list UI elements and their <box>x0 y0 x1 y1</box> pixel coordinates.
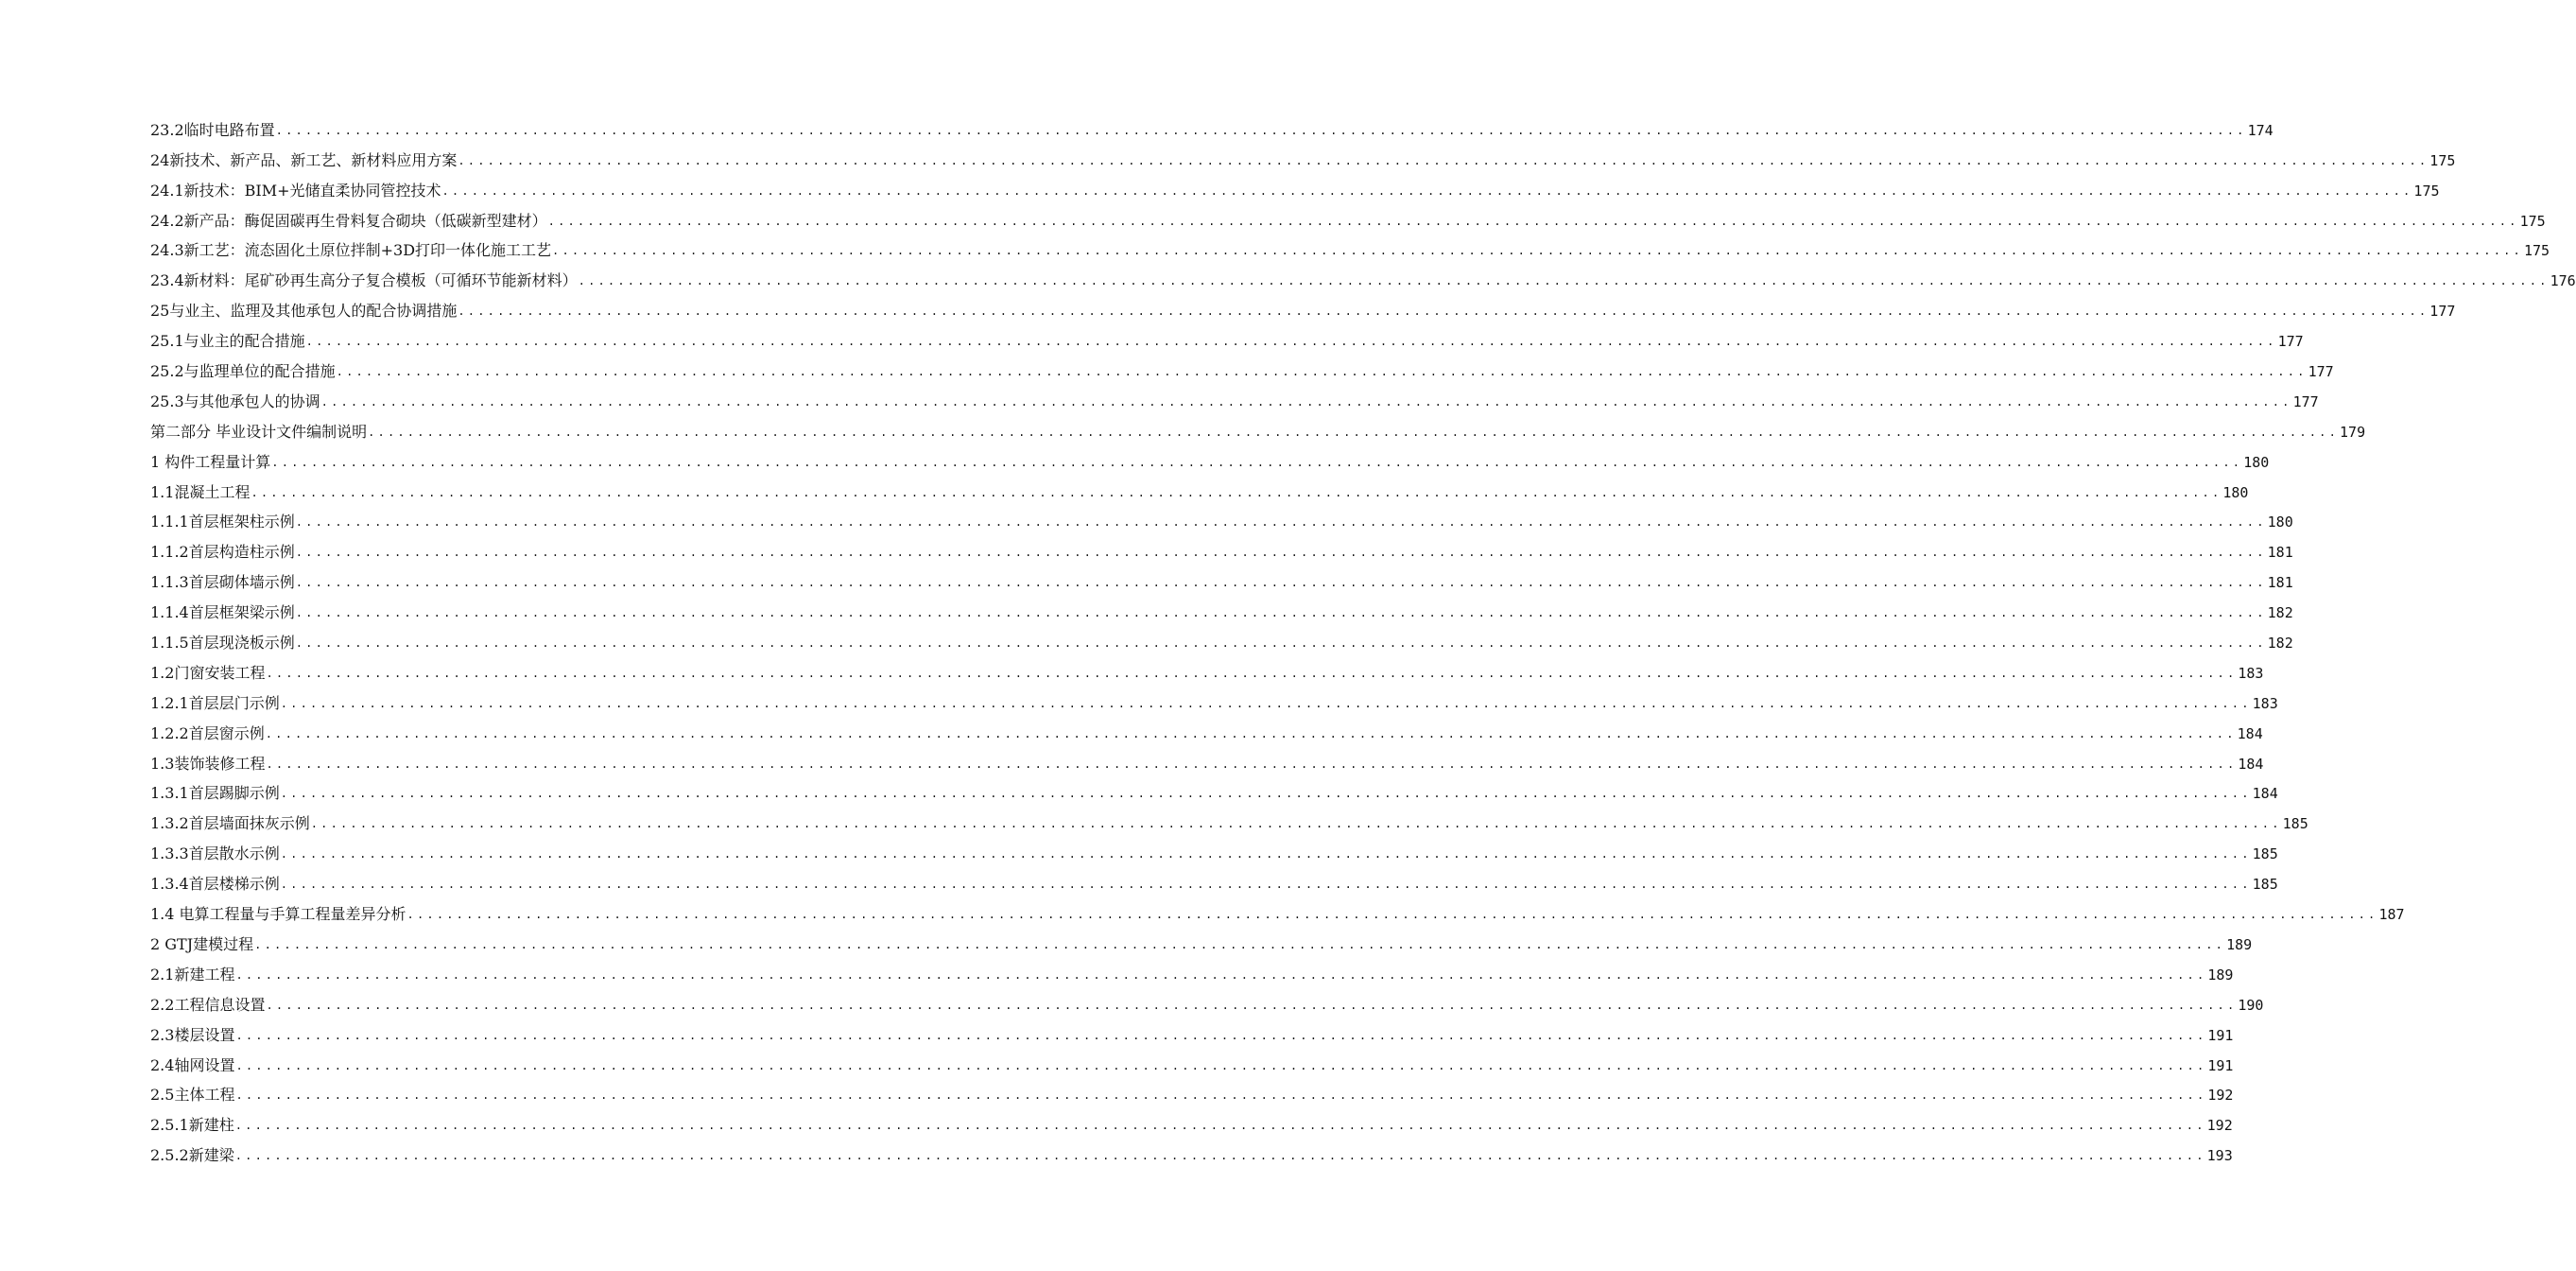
toc-dot-leader: ........................................................................................................................................................................................................ <box>234 1149 2206 1163</box>
toc-entry-title: 23.2临时电路布置 <box>150 120 275 139</box>
toc-entry[interactable] <box>150 743 2264 774</box>
toc-entry-title: 2.1新建工程 <box>150 965 235 984</box>
toc-entry-page-number: 175 <box>2519 212 2546 230</box>
toc-entry[interactable] <box>150 653 2264 683</box>
toc-entry[interactable] <box>150 803 2308 833</box>
toc-dot-leader: ........................................................................................................................................................................................................ <box>441 183 2413 198</box>
toc-entry[interactable] <box>150 954 2234 984</box>
toc-entry-page-number: 179 <box>2340 423 2366 441</box>
toc-entry-title: 1.1混凝土工程 <box>150 482 251 501</box>
toc-entry[interactable] <box>150 321 2304 351</box>
toc-dot-leader: ........................................................................................................................................................................................................ <box>251 485 2222 499</box>
toc-entry-page-number: 177 <box>2429 303 2456 321</box>
toc-entry-page-number: 191 <box>2207 1056 2234 1074</box>
toc-entry-title: 2.5.1新建柱 <box>150 1116 234 1135</box>
toc-dot-leader: ........................................................................................................................................................................................................ <box>295 576 2267 590</box>
toc-entry-title: 1.1.1首层框架柱示例 <box>150 513 295 531</box>
toc-entry-page-number: 181 <box>2267 574 2293 592</box>
toc-entry-page-number: 180 <box>2222 483 2249 501</box>
toc-entry-page-number: 192 <box>2207 1087 2234 1105</box>
toc-entry-page-number: 185 <box>2282 815 2308 833</box>
toc-entry-title: 1.3装饰装修工程 <box>150 754 266 773</box>
toc-entry-title: 1.1.5首层现浇板示例 <box>150 634 295 653</box>
toc-dot-leader: ........................................................................................................................................................................................................ <box>458 305 2429 319</box>
toc-entry-page-number: 177 <box>2292 392 2319 410</box>
toc-entry-title: 1 构件工程量计算 <box>150 452 271 471</box>
toc-dot-leader: ........................................................................................................................................................................................................ <box>547 214 2519 228</box>
toc-entry[interactable] <box>150 592 2293 622</box>
toc-entry[interactable] <box>150 984 2264 1015</box>
toc-entry-page-number: 175 <box>2413 182 2440 200</box>
toc-entry-title: 24.2新产品：酶促固碳再生骨料复合砌块（低碳新型建材） <box>150 211 547 230</box>
toc-entry-title: 1.1.2首层构造柱示例 <box>150 543 295 562</box>
toc-entry-page-number: 182 <box>2267 635 2293 653</box>
toc-entry-page-number: 177 <box>2308 363 2334 381</box>
toc-entry-page-number: 192 <box>2206 1117 2233 1135</box>
toc-entry-page-number: 184 <box>2238 755 2264 773</box>
toc-entry[interactable] <box>150 622 2293 653</box>
toc-entry-page-number: 191 <box>2207 1026 2234 1044</box>
toc-entry-page-number: 185 <box>2252 845 2278 863</box>
toc-entry[interactable] <box>150 472 2249 502</box>
toc-dot-leader: ........................................................................................................................................................................................................ <box>280 696 2252 710</box>
toc-entry-page-number: 180 <box>2267 514 2293 531</box>
toc-entry-title: 1.3.3首层散水示例 <box>150 844 280 863</box>
toc-dot-leader: ........................................................................................................................................................................................................ <box>310 817 2282 831</box>
toc-entry[interactable] <box>150 442 2270 472</box>
toc-entry-page-number: 189 <box>2226 935 2253 953</box>
toc-entry-page-number: 185 <box>2252 876 2278 894</box>
toc-entry-title: 1.4 电算工程量与手算工程量差异分析 <box>150 905 406 924</box>
toc-entry[interactable] <box>150 683 2278 713</box>
toc-dot-leader: ........................................................................................................................................................................................................ <box>368 425 2340 439</box>
toc-entry[interactable] <box>150 140 2456 170</box>
toc-dot-leader: ........................................................................................................................................................................................................ <box>458 153 2429 167</box>
table-of-contents <box>150 110 2576 1165</box>
toc-dot-leader: ........................................................................................................................................................................................................ <box>235 967 2207 982</box>
toc-entry-title: 24新技术、新产品、新工艺、新材料应用方案 <box>150 150 458 169</box>
toc-entry-title: 2.5.2新建梁 <box>150 1146 234 1165</box>
toc-entry-page-number: 174 <box>2247 121 2273 139</box>
toc-entry[interactable] <box>150 200 2546 231</box>
toc-entry-title: 1.2门窗安装工程 <box>150 663 266 682</box>
toc-entry-page-number: 175 <box>2523 242 2550 260</box>
toc-dot-leader: ........................................................................................................................................................................................................ <box>295 546 2267 560</box>
toc-entry[interactable] <box>150 713 2263 743</box>
toc-dot-leader: ........................................................................................................................................................................................................ <box>336 365 2308 379</box>
toc-entry[interactable] <box>150 1105 2233 1135</box>
toc-dot-leader: ........................................................................................................................................................................................................ <box>320 394 2292 409</box>
toc-entry[interactable] <box>150 1045 2234 1075</box>
toc-dot-leader: ........................................................................................................................................................................................................ <box>235 1028 2207 1042</box>
toc-entry[interactable] <box>150 924 2253 954</box>
toc-entry[interactable] <box>150 260 2576 290</box>
toc-entry-page-number: 193 <box>2206 1147 2233 1165</box>
toc-entry-title: 24.1新技术：BIM+光储直柔协同管控技术 <box>150 181 441 200</box>
toc-dot-leader: ........................................................................................................................................................................................................ <box>234 1119 2206 1133</box>
toc-dot-leader: ........................................................................................................................................................................................................ <box>305 335 2277 349</box>
toc-entry[interactable] <box>150 531 2293 562</box>
toc-entry[interactable] <box>150 381 2319 411</box>
toc-entry-page-number: 184 <box>2237 724 2263 742</box>
toc-dot-leader: ........................................................................................................................................................................................................ <box>280 787 2252 801</box>
toc-dot-leader: ........................................................................................................................................................................................................ <box>266 998 2238 1012</box>
toc-entry[interactable] <box>150 774 2278 804</box>
toc-entry-title: 2.4轴网设置 <box>150 1055 235 1074</box>
toc-entry-page-number: 183 <box>2238 664 2264 682</box>
toc-entry-title: 1.1.4首层框架梁示例 <box>150 603 295 622</box>
toc-entry-title: 1.3.2首层墙面抹灰示例 <box>150 814 310 833</box>
toc-entry[interactable] <box>150 351 2334 381</box>
toc-entry[interactable] <box>150 1015 2234 1045</box>
toc-dot-leader: ........................................................................................................................................................................................................ <box>280 878 2252 892</box>
toc-dot-leader: ........................................................................................................................................................................................................ <box>235 1058 2207 1072</box>
toc-entry[interactable] <box>150 411 2366 442</box>
toc-entry-title: 2.5主体工程 <box>150 1086 235 1105</box>
toc-entry[interactable] <box>150 833 2278 863</box>
toc-entry[interactable] <box>150 863 2278 894</box>
toc-entry-page-number: 175 <box>2429 151 2456 169</box>
toc-entry-title: 25.1与业主的配合措施 <box>150 332 305 351</box>
toc-entry-title: 2.2工程信息设置 <box>150 995 266 1014</box>
toc-dot-leader: ........................................................................................................................................................................................................ <box>271 455 2243 469</box>
toc-entry-page-number: 177 <box>2277 333 2304 351</box>
toc-entry-title: 1.3.4首层楼梯示例 <box>150 875 280 894</box>
toc-entry-title: 2 GTJ建模过程 <box>150 934 254 953</box>
toc-entry[interactable] <box>150 1075 2234 1106</box>
toc-entry[interactable] <box>150 231 2550 261</box>
toc-entry-page-number: 183 <box>2252 694 2278 712</box>
toc-entry-title: 1.1.3首层砌体墙示例 <box>150 573 295 592</box>
toc-dot-leader: ........................................................................................................................................................................................................ <box>295 636 2267 651</box>
toc-entry[interactable] <box>150 1135 2233 1165</box>
toc-entry-page-number: 182 <box>2267 604 2293 622</box>
toc-entry[interactable] <box>150 170 2440 200</box>
toc-dot-leader: ........................................................................................................................................................................................................ <box>552 244 2523 258</box>
toc-dot-leader: ........................................................................................................................................................................................................ <box>275 123 2247 137</box>
toc-entry-page-number: 184 <box>2252 785 2278 803</box>
toc-entry-title: 24.3新工艺：流态固化土原位拌制+3D打印一体化施工工艺 <box>150 241 552 260</box>
toc-dot-leader: ........................................................................................................................................................................................................ <box>266 666 2238 680</box>
toc-entry-title: 2.3楼层设置 <box>150 1025 235 1044</box>
toc-entry[interactable] <box>150 110 2273 140</box>
toc-entry-title: 23.4新材料：尾矿砂再生高分子复合模板（可循环节能新材料） <box>150 271 578 290</box>
toc-entry[interactable] <box>150 290 2456 321</box>
toc-entry-title: 25.2与监理单位的配合措施 <box>150 362 336 381</box>
toc-dot-leader: ........................................................................................................................................................................................................ <box>254 937 2226 951</box>
toc-entry[interactable] <box>150 562 2293 592</box>
toc-dot-leader: ........................................................................................................................................................................................................ <box>406 908 2378 922</box>
toc-entry-page-number: 176 <box>2550 272 2576 290</box>
toc-entry-page-number: 181 <box>2267 544 2293 562</box>
toc-entry-title: 1.2.1首层层门示例 <box>150 693 280 712</box>
toc-entry[interactable] <box>150 894 2405 924</box>
toc-dot-leader: ........................................................................................................................................................................................................ <box>266 757 2238 771</box>
toc-dot-leader: ........................................................................................................................................................................................................ <box>280 847 2252 862</box>
toc-entry-title: 1.2.2首层窗示例 <box>150 723 265 742</box>
toc-entry-page-number: 187 <box>2378 906 2405 924</box>
toc-dot-leader: ........................................................................................................................................................................................................ <box>265 726 2237 740</box>
toc-entry-title: 第二部分 毕业设计文件编制说明 <box>150 422 368 441</box>
toc-dot-leader: ........................................................................................................................................................................................................ <box>295 606 2267 620</box>
toc-entry-page-number: 189 <box>2207 966 2234 984</box>
toc-entry[interactable] <box>150 502 2293 532</box>
toc-dot-leader: ........................................................................................................................................................................................................ <box>235 1088 2207 1103</box>
toc-entry-title: 25与业主、监理及其他承包人的配合协调措施 <box>150 302 458 321</box>
toc-dot-leader: ........................................................................................................................................................................................................ <box>295 515 2267 530</box>
toc-dot-leader: ........................................................................................................................................................................................................ <box>578 274 2550 288</box>
toc-entry-title: 1.3.1首层踢脚示例 <box>150 784 280 803</box>
toc-entry-page-number: 180 <box>2243 453 2270 471</box>
toc-entry-page-number: 190 <box>2238 996 2264 1014</box>
toc-entry-title: 25.3与其他承包人的协调 <box>150 392 320 410</box>
